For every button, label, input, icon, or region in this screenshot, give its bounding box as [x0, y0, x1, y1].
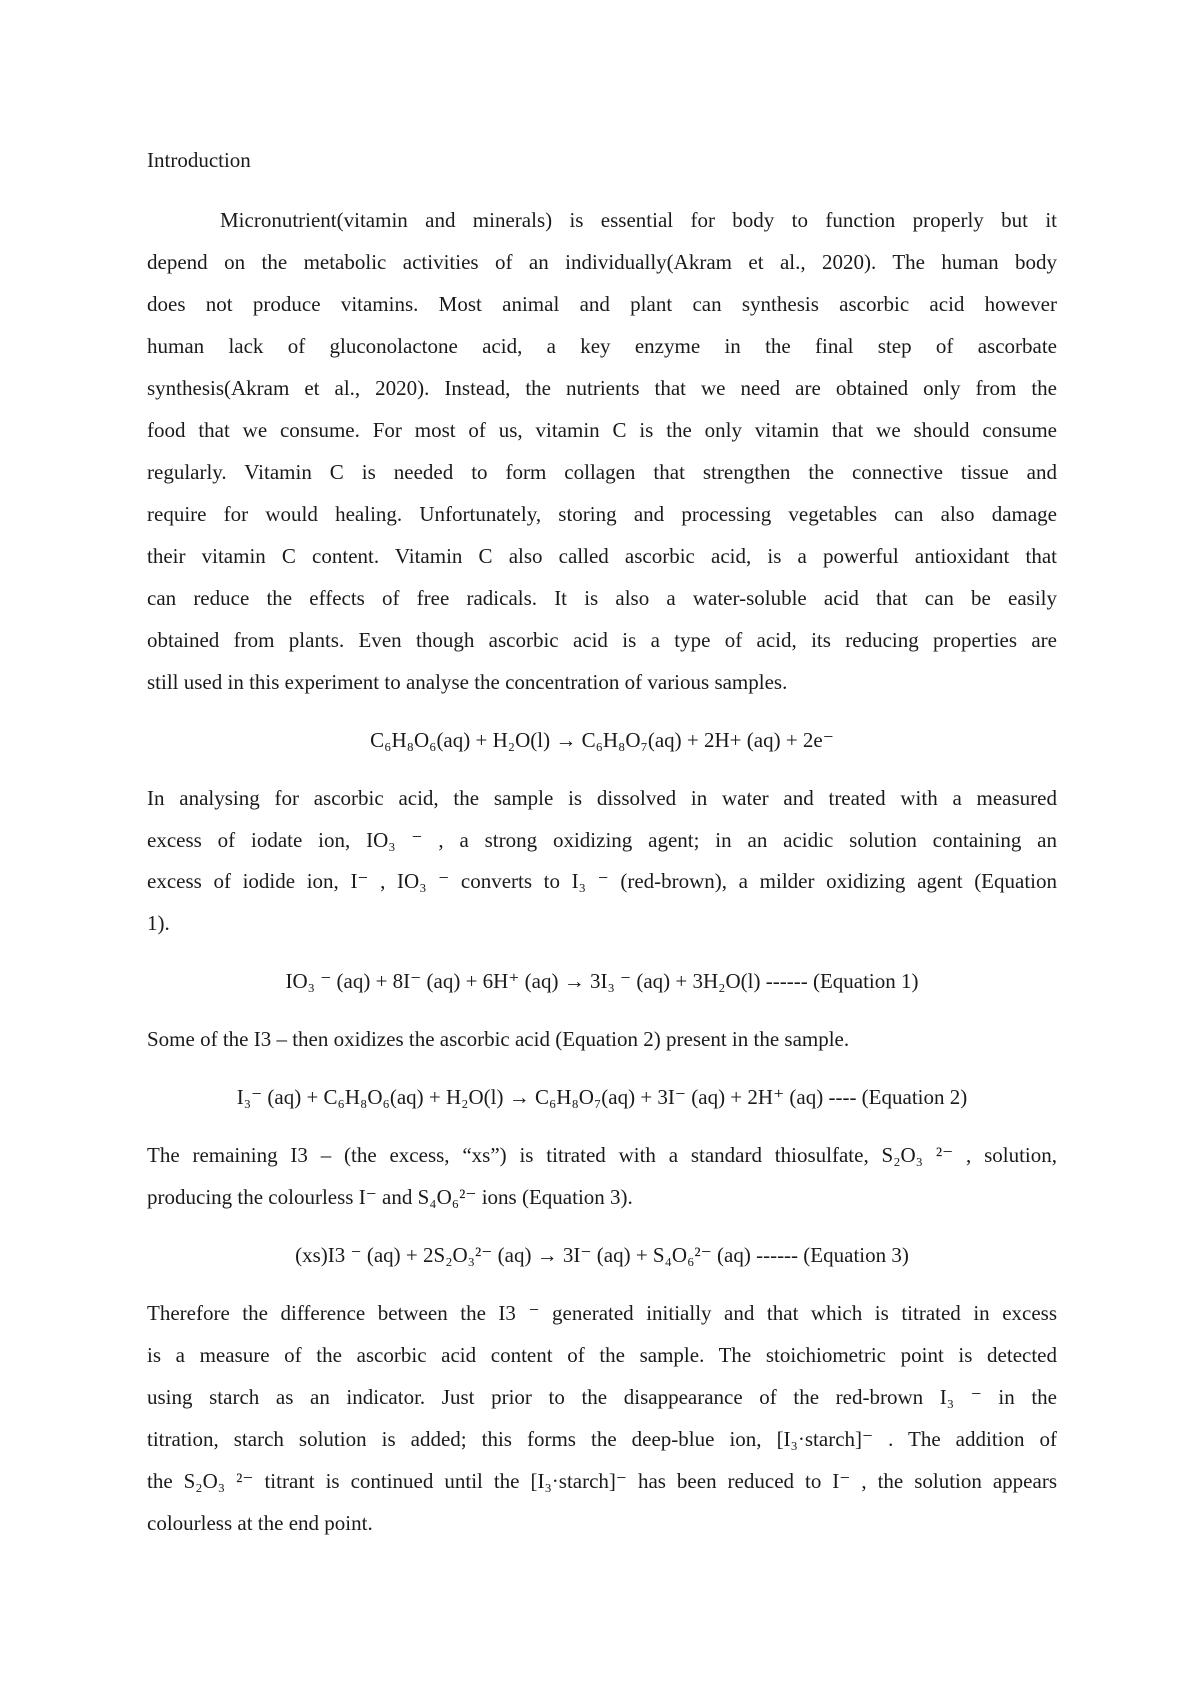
paragraph-line: can reduce the effects of free radicals. It is also a water-soluble acid that can be easily [147, 586, 1057, 610]
paragraph-line: does not produce vitamins. Most animal and plant can synthesis ascorbic acid however [147, 292, 1057, 316]
equation-1: IO₃ ⁻ (aq) + 8I⁻ (aq) + 6H⁺ (aq) → 3I₃ ⁻ (aq) + 3H₂O(l) ------ (Equation 1) [285, 969, 919, 993]
equation-oxidation: C₆H₈O₆(aq) + H₂O(l) → C₆H₈O₇(aq) + 2H+ (aq) + 2e⁻ [370, 728, 834, 752]
paragraph-line: still used in this experiment to analyse the concentration of various samples. [147, 670, 788, 694]
paragraph-line: require for would healing. Unfortunately, storing and processing vegetables can also damage [147, 502, 1057, 526]
paragraph-line: their vitamin C content. Vitamin C also called ascorbic acid, is a powerful antioxidant that [147, 544, 1057, 568]
paragraph-line: The remaining I3 – (the excess, “xs”) is titrated with a standard thiosulfate, S₂O₃ ²⁻ , solution, [147, 1143, 1057, 1167]
paragraph-line: is a measure of the ascorbic acid content of the sample. The stoichiometric point is detected [147, 1343, 1057, 1367]
paragraph-line: depend on the metabolic activities of an individually(Akram et al., 2020). The human body [147, 250, 1057, 274]
paragraph-line: producing the colourless I⁻ and S₄O₆²⁻ ions (Equation 3). [147, 1185, 633, 1209]
paragraph-line: using starch as an indicator. Just prior to the disappearance of the red-brown I₃ ⁻ in the [147, 1385, 1057, 1409]
paragraph-line: excess of iodide ion, I⁻ , IO₃ ⁻ converts to I₃ ⁻ (red-brown), a milder oxidizing agent (Equation [147, 869, 1057, 893]
paragraph-line: Some of the I3 – then oxidizes the ascorbic acid (Equation 2) present in the sample. [147, 1027, 850, 1051]
paragraph-line: food that we consume. For most of us, vitamin C is the only vitamin that we should consume [147, 418, 1057, 442]
paragraph-line: excess of iodate ion, IO₃ ⁻ , a strong oxidizing agent; in an acidic solution containing an [147, 828, 1057, 852]
paragraph-line: the S₂O₃ ²⁻ titrant is continued until the [I₃·starch]⁻ has been reduced to I⁻ , the solution appears [147, 1469, 1057, 1493]
paragraph-line: 1). [147, 911, 170, 935]
paragraph-line: synthesis(Akram et al., 2020). Instead, the nutrients that we need are obtained only from the [147, 376, 1057, 400]
equation-3: (xs)I3 ⁻ (aq) + 2S₂O₃²⁻ (aq) → 3I⁻ (aq) + S₄O₆²⁻ (aq) ------ (Equation 3) [295, 1243, 909, 1267]
paragraph-line: Therefore the difference between the I3 ⁻ generated initially and that which is titrated in excess [147, 1301, 1057, 1325]
paragraph-line: Micronutrient(vitamin and minerals) is essential for body to function properly but it [220, 208, 1057, 232]
paragraph-line: obtained from plants. Even though ascorbic acid is a type of acid, its reducing properties are [147, 628, 1057, 652]
paragraph-line: regularly. Vitamin C is needed to form collagen that strengthen the connective tissue and [147, 460, 1057, 484]
equation-2: I₃⁻ (aq) + C₆H₈O₆(aq) + H₂O(l) → C₆H₈O₇(aq) + 3I⁻ (aq) + 2H⁺ (aq) ---- (Equation 2) [236, 1085, 968, 1109]
paragraph-line: titration, starch solution is added; this forms the deep-blue ion, [I₃·starch]⁻ . The addition of [147, 1427, 1057, 1451]
paragraph-line: In analysing for ascorbic acid, the sample is dissolved in water and treated with a measured [147, 786, 1057, 810]
paragraph-line: colourless at the end point. [147, 1511, 373, 1535]
paragraph-line: human lack of gluconolactone acid, a key enzyme in the final step of ascorbate [147, 334, 1057, 358]
section-heading: Introduction [147, 148, 251, 172]
